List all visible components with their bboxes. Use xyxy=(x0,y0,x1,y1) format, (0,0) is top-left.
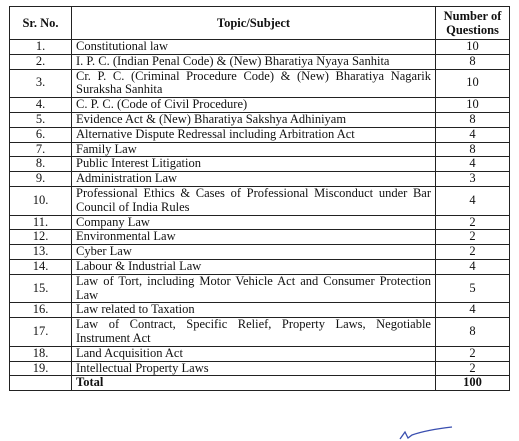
sr-cell: 3. xyxy=(10,69,72,98)
topic-cell: Labour & Industrial Law xyxy=(72,259,436,274)
questions-cell: 4 xyxy=(436,303,510,318)
topic-cell: Land Acquisition Act xyxy=(72,346,436,361)
total-row xyxy=(10,376,510,391)
table-row xyxy=(10,54,510,69)
sr-cell: 15. xyxy=(10,274,72,303)
header-sr-no: Sr. No. xyxy=(10,7,72,40)
header-questions: Number of Questions xyxy=(436,7,510,40)
sr-cell: 18. xyxy=(10,346,72,361)
table-row xyxy=(10,245,510,260)
questions-cell: 2 xyxy=(436,230,510,245)
topic-cell: Cr. P. C. (Criminal Procedure Code) & (New) Bharatiya Nagarik Suraksha Sanhita xyxy=(72,69,436,98)
questions-cell: 4 xyxy=(436,186,510,215)
table-row xyxy=(10,318,510,347)
total-questions: 100 xyxy=(436,376,510,391)
topic-cell: Alternative Dispute Redressal including Arbitration Act xyxy=(72,127,436,142)
topic-cell: Evidence Act & (New) Bharatiya Sakshya Adhiniyam xyxy=(72,112,436,127)
topic-cell: Intellectual Property Laws xyxy=(72,361,436,376)
table-row xyxy=(10,69,510,98)
table-row xyxy=(10,98,510,113)
topic-cell: Family Law xyxy=(72,142,436,157)
questions-cell: 4 xyxy=(436,259,510,274)
questions-cell: 4 xyxy=(436,127,510,142)
table-row xyxy=(10,259,510,274)
topic-cell: Law related to Taxation xyxy=(72,303,436,318)
table-body xyxy=(10,40,510,376)
table-row xyxy=(10,346,510,361)
topic-cell: Professional Ethics & Cases of Professional Misconduct under Bar Council of India Rules xyxy=(72,186,436,215)
sr-cell: 8. xyxy=(10,157,72,172)
sr-cell: 9. xyxy=(10,172,72,187)
topic-cell: C. P. C. (Code of Civil Procedure) xyxy=(72,98,436,113)
sr-cell: 6. xyxy=(10,127,72,142)
total-sr-cell xyxy=(10,376,72,391)
topic-cell: Public Interest Litigation xyxy=(72,157,436,172)
sr-cell: 11. xyxy=(10,215,72,230)
table-row xyxy=(10,127,510,142)
questions-cell: 10 xyxy=(436,40,510,55)
topic-cell: Company Law xyxy=(72,215,436,230)
table-row xyxy=(10,157,510,172)
table-row xyxy=(10,142,510,157)
topic-cell: Environmental Law xyxy=(72,230,436,245)
topic-cell: I. P. C. (Indian Penal Code) & (New) Bharatiya Nyaya Sanhita xyxy=(72,54,436,69)
table-row xyxy=(10,303,510,318)
questions-cell: 8 xyxy=(436,54,510,69)
sr-cell: 2. xyxy=(10,54,72,69)
questions-cell: 2 xyxy=(436,346,510,361)
table-row xyxy=(10,112,510,127)
topic-cell: Law of Contract, Specific Relief, Property Laws, Negotiable Instrument Act xyxy=(72,318,436,347)
table-row xyxy=(10,274,510,303)
table-row xyxy=(10,361,510,376)
sr-cell: 4. xyxy=(10,98,72,113)
sr-cell: 14. xyxy=(10,259,72,274)
sr-cell: 12. xyxy=(10,230,72,245)
topic-cell: Administration Law xyxy=(72,172,436,187)
table-row xyxy=(10,172,510,187)
table-row xyxy=(10,230,510,245)
header-row xyxy=(10,7,510,40)
sr-cell: 1. xyxy=(10,40,72,55)
sr-cell: 10. xyxy=(10,186,72,215)
total-label: Total xyxy=(72,376,436,391)
questions-cell: 2 xyxy=(436,215,510,230)
questions-cell: 8 xyxy=(436,112,510,127)
sr-cell: 17. xyxy=(10,318,72,347)
header-topic: Topic/Subject xyxy=(72,7,436,40)
questions-cell: 8 xyxy=(436,318,510,347)
questions-cell: 8 xyxy=(436,142,510,157)
sr-cell: 19. xyxy=(10,361,72,376)
questions-cell: 4 xyxy=(436,157,510,172)
table-row xyxy=(10,40,510,55)
questions-cell: 10 xyxy=(436,69,510,98)
questions-cell: 2 xyxy=(436,245,510,260)
questions-cell: 2 xyxy=(436,361,510,376)
questions-cell: 3 xyxy=(436,172,510,187)
sr-cell: 13. xyxy=(10,245,72,260)
table-row xyxy=(10,186,510,215)
table-row xyxy=(10,215,510,230)
sr-cell: 5. xyxy=(10,112,72,127)
sr-cell: 16. xyxy=(10,303,72,318)
topic-cell: Cyber Law xyxy=(72,245,436,260)
topic-cell: Law of Tort, including Motor Vehicle Act and Consumer Protection Law xyxy=(72,274,436,303)
questions-cell: 10 xyxy=(436,98,510,113)
signature-mark xyxy=(396,426,456,441)
syllabus-table xyxy=(9,6,510,391)
sr-cell: 7. xyxy=(10,142,72,157)
questions-cell: 5 xyxy=(436,274,510,303)
topic-cell: Constitutional law xyxy=(72,40,436,55)
